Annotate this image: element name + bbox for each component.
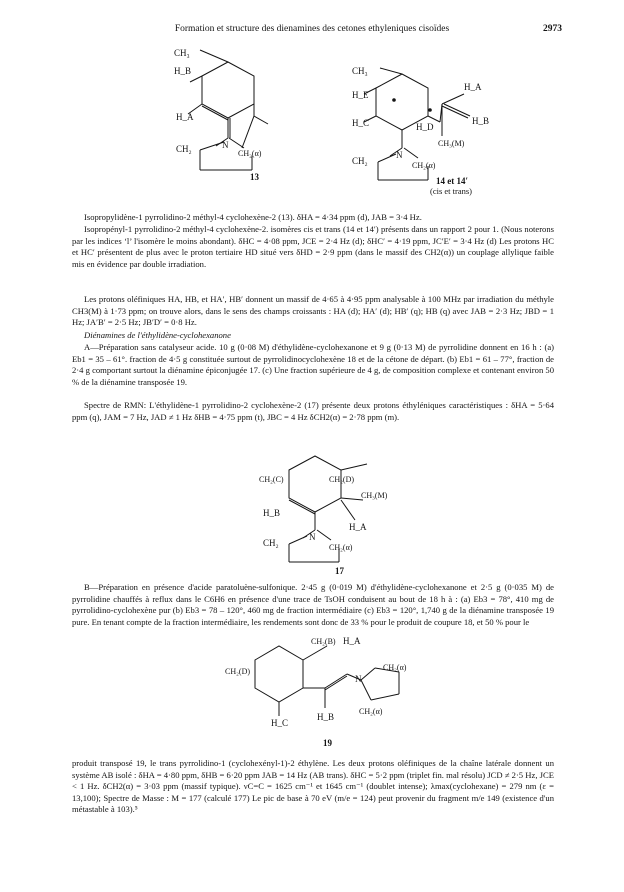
atom-hb: H_B	[317, 712, 335, 722]
section-heading: Diénamines de l'éthylidène-cyclohexanone	[84, 330, 231, 340]
structure-sublabel-14: (cis et trans)	[430, 186, 473, 196]
atom-ch2a: CH₂(α)	[238, 149, 262, 158]
structure-17	[245, 446, 405, 576]
atom-ch3: CH₃	[352, 66, 368, 76]
structure-label-19: 19	[323, 738, 332, 748]
structure-19	[215, 630, 425, 750]
atom-ch2a-1: CH₂(α)	[383, 663, 407, 672]
atom-hd: H_D	[416, 122, 434, 132]
atom-n: N	[355, 674, 362, 684]
running-title: Formation et structure des dienamines des cetones ethyleniques cisoïdes	[174, 24, 450, 34]
page-header	[0, 24, 624, 38]
atom-ch2a: CH₂(α)	[329, 543, 353, 552]
paragraph-rmn-17: Spectre de RMN: L'éthylidène-1 pyrrolidino-2 cyclohexène-2 (17) présente deux protons éthyléniques caractéristiques : δHA = 5·64 ppm (q), JAM = 7 Hz, JAD ≠ 1 Hz δHB = 4·75 ppm (t), JBC = 4 Hz δCH2(α) = 2·78 ppm (m).	[72, 400, 554, 422]
paragraph-preparation-b: B—Préparation en présence d'acide paratoluène-sulfonique. 2·45 g (0·019 M) d'éthylidène-cyclohexanone et 2·5 g (0·035 M) de pyrrolidine chauffés à reflux dans le C6H6 en présence d'une trace de TsOH conduisent au bout de 18 h à : (a) Eb3 = 78°, 410 mg de pyrrolidino-cyclohexène pur (b) Eb3 = 78 – 120°, 460 mg de fraction intermédiaire (c) Eb3 = 120°, 1,740 g de la diénamine transposée 19 pure. En tenant compte de la fraction intermédiaire, les rendements sont donc de 33 % pour le produit de coupure 18, et 50 % pour le	[72, 582, 554, 627]
atom-ha: H_A	[343, 636, 361, 646]
paragraph-14: Isopropényl-1 pyrrolidino-2 méthyl-4 cyclohexène-2. isomères cis et trans (14 et 14′) présents dans un rapport 2 pour 1. (Nous noterons par les indices ‘l’ l'isomère le moins abondant). δHC = 4·08 ppm, JCE = 2·4 Hz (d); δHC′ = 4·19 ppm, JC′E′ = 3·4 Hz (d) Les protons HC et HC′ présentent de plus avec le proton tertiaire HD situé vers δHD = 2·9 ppm (dans le massif des CH2(α)) un couplage allylique faible mis en évidence par double irradiation.	[72, 224, 554, 269]
atom-n: N	[222, 140, 229, 150]
page-number: 2973	[543, 24, 562, 34]
atom-ch2a: CH₂(α)	[412, 161, 436, 170]
atom-ch3m: CH₃(M)	[438, 139, 465, 148]
structure-label-14: 14 et 14′	[436, 176, 469, 186]
structure-label-13: 13	[250, 172, 259, 182]
structure-13	[150, 44, 300, 184]
stereo-dot	[428, 108, 432, 112]
structure-label-17: 17	[335, 566, 344, 576]
atom-ha: H_A	[176, 112, 194, 122]
paragraph-13: Isopropylidène-1 pyrrolidino-2 méthyl-4 cyclohexène-2 (13). δHA = 4·34 ppm (d), JAB = 3·4 Hz.	[84, 212, 422, 222]
atom-ch2-left: CH₂	[263, 538, 279, 548]
atom-ch2d: CH₂(D)	[329, 475, 355, 484]
paragraph-product-19: produit transposé 19, le trans pyrrolidino-1 (cyclohexényl-1)-2 éthylène. Les deux protons oléfiniques de la chaîne latérale donnent un système AB isolé : δHA = 4·80 ppm, δHB = 6·20 ppm JAB = 14 Hz (AB trans). δHC = 5·2 ppm (triplet fin. mal résolu) JCD ≠ 2·5 Hz, JCE < 1 Hz. δCH2(α) = 3·03 ppm (massif typique). νC=C = 1625 cm⁻¹ et 1645 cm⁻¹ (doublet intense); λmax(cyclohexane) = 279 nm (ε = 13,100); Spectre de Masse : M = 177 (calculé 177) Le pic de base à 70 eV (m/e = 124) peut provenir du fragment m/e 149 (existence d'un métastable à 103).⁵	[72, 758, 554, 815]
atom-hc: H_C	[352, 118, 370, 128]
atom-ch2c: CH₂(C)	[259, 475, 284, 484]
atom-ch2-left: CH₂	[176, 144, 192, 154]
atom-hc: H_C	[271, 718, 289, 728]
atom-n: N	[396, 150, 403, 160]
atom-he: H_E	[352, 90, 369, 100]
atom-ch3m: CH₃(M)	[361, 491, 388, 500]
paragraph-preparation-a: A—Préparation sans catalyseur acide. 10 g (0·08 M) d'éthylidène-cyclohexanone et 9 g (0·13 M) de pyrrolidine donnent en 16 h : (a) Eb1 = 35 – 61°. fraction de 4·5 g constituée surtout de pyrrolidinocyclohexène 18 et de la cétone de départ. (b) Eb1 = 61 – 77°, fraction de 2·4 g comportant surtout la diénamine épiconjugée 17. (c) Une fraction supérieure de 4 g, de composition complexe et contenant environ 50 % de la diénamine transposée 19.	[72, 342, 554, 387]
atom-ha: H_A	[464, 82, 482, 92]
atom-ch2b: CH₂(B)	[311, 637, 336, 646]
atom-ha: H_A	[349, 522, 367, 532]
atom-ch2-left: CH₂	[352, 156, 368, 166]
structure-14	[330, 66, 500, 196]
atom-hb: H_B	[263, 508, 281, 518]
atom-ch3: CH₃	[174, 48, 190, 58]
atom-hb: H_B	[472, 116, 490, 126]
paragraph-olefinic-protons: Les protons oléfiniques HA, HB, et HA′, HB′ donnent un massif de 4·65 à 4·95 ppm analysable à 100 MHz par irradiation du méthyle CH3(M) à 1·73 ppm; on trouve alors, dans le sens des champs croissants : HA (d); HA′ (d); HB′ (q); HB (q) avec JAB = 2·3 Hz; JBD = 1 Hz; JA′B′ = 2·5 Hz; JB′D′ = 0·8 Hz.	[72, 294, 554, 328]
atom-hb: H_B	[174, 66, 192, 76]
atom-ch2d: CH₂(D)	[225, 667, 251, 676]
atom-n: N	[309, 532, 316, 542]
stereo-dot	[392, 98, 396, 102]
atom-ch2a-2: CH₂(α)	[359, 707, 383, 716]
